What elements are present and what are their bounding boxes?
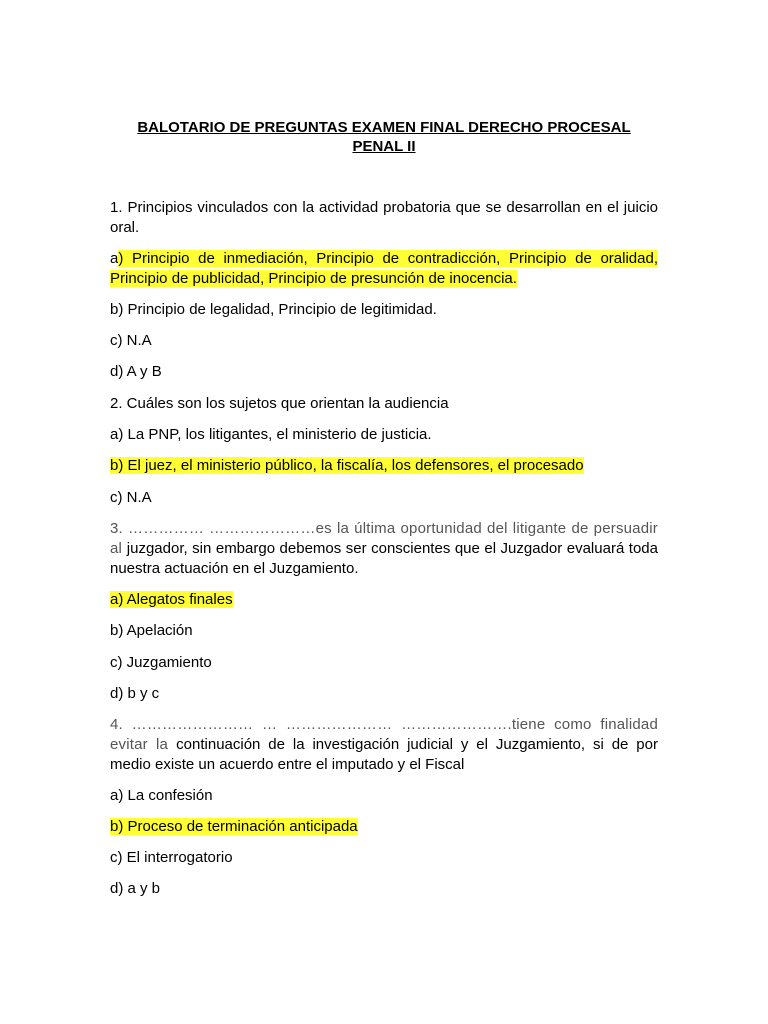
- q3-question-start: 3. …………… …………………es la última oportunidad del litigante de persuadir al: [110, 520, 658, 557]
- q3-question-rest: juzgador, sin embargo debemos ser conscientes que el Juzgador evaluará toda nuestra actuación en el Juzgamiento.: [110, 540, 658, 577]
- q3-option-b: b) Apelación: [110, 622, 193, 639]
- question-4: [110, 715, 658, 775]
- q4-question-rest: continuación de la investigación judicial y el Juzgamiento, si de por medio existe un acuerdo entre el imputado y el Fiscal: [110, 736, 658, 773]
- title-line-1: BALOTARIO DE PREGUNTAS EXAMEN FINAL DERECHO PROCESAL: [137, 119, 631, 136]
- q4-option-c: c) El interrogatorio: [110, 849, 233, 866]
- q2-option-b-highlighted: b) El juez, el ministerio público, la fiscalía, los defensores, el procesado: [110, 457, 584, 474]
- q1-option-c: c) N.A: [110, 332, 152, 349]
- question-1: 1. Principios vinculados con la actividad probatoria que se desarrollan en el juicio oral.: [110, 199, 658, 236]
- q1-option-a-prefix: a: [110, 250, 119, 267]
- question-3: [110, 519, 658, 579]
- q4-question-start: 4. …………………… … ………………… ………………….tiene como finalidad evitar la: [110, 716, 658, 753]
- question-2: 2. Cuáles son los sujetos que orientan la audiencia: [110, 395, 449, 412]
- q3-option-c: c) Juzgamiento: [110, 654, 212, 671]
- q3-option-a: [110, 590, 658, 610]
- q1-option-b: b) Principio de legalidad, Principio de legitimidad.: [110, 301, 437, 318]
- q1-option-a: [110, 249, 658, 289]
- q2-option-c: c) N.A: [110, 489, 152, 506]
- q2-option-a: a) La PNP, los litigantes, el ministerio de justicia.: [110, 426, 432, 443]
- title-line-2: PENAL II: [352, 138, 416, 155]
- q4-option-b-highlighted: b) Proceso de terminación anticipada: [110, 818, 358, 835]
- q2-option-b: [110, 456, 658, 476]
- q4-option-b: [110, 817, 658, 837]
- q4-option-a: a) La confesión: [110, 787, 213, 804]
- document-title: [110, 118, 658, 156]
- q3-option-a-highlighted: a) Alegatos finales: [110, 591, 233, 608]
- q3-option-d: d) b y c: [110, 685, 160, 702]
- q1-option-a-highlighted: ) Principio de inmediación, Principio de contradicción, Principio de oralidad, Principio de publicidad, Principio de presunción de inocencia.: [110, 250, 658, 287]
- q1-option-d: d) A y B: [110, 363, 162, 380]
- q4-option-d: d) a y b: [110, 880, 161, 897]
